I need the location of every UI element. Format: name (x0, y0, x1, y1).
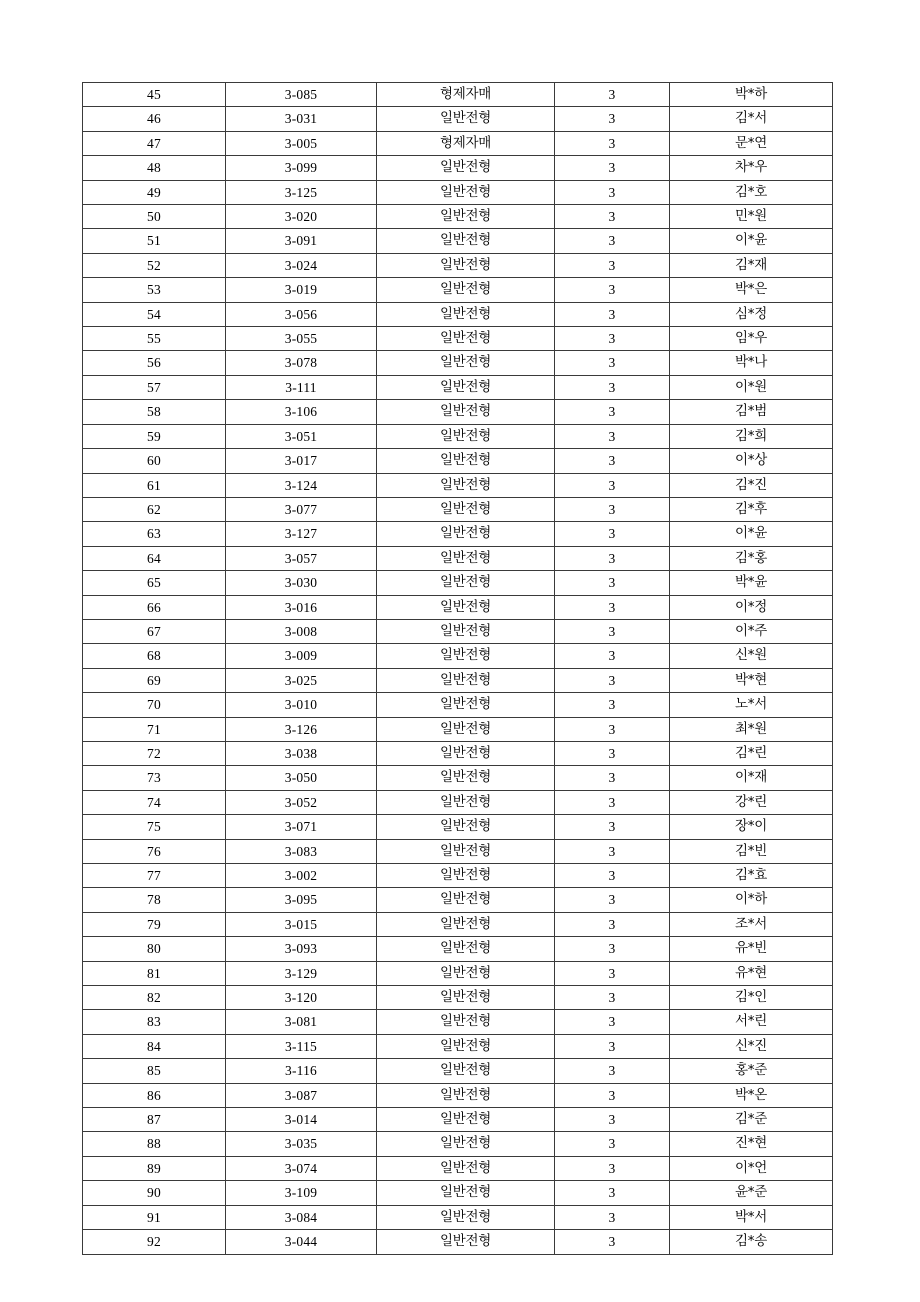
cell-applicant-id: 3-050 (226, 766, 377, 790)
cell-sequence-number: 46 (83, 107, 226, 131)
table-row (83, 1132, 833, 1156)
cell-admission-type: 일반전형 (377, 180, 555, 204)
cell-grade: 3 (555, 815, 670, 839)
cell-admission-type: 일반전형 (377, 668, 555, 692)
cell-grade: 3 (555, 790, 670, 814)
cell-grade: 3 (555, 741, 670, 765)
cell-masked-name: 심*정 (670, 302, 833, 326)
cell-admission-type: 일반전형 (377, 253, 555, 277)
table-row (83, 205, 833, 229)
table-row (83, 815, 833, 839)
cell-grade: 3 (555, 83, 670, 107)
cell-applicant-id: 3-014 (226, 1108, 377, 1132)
table-row (83, 351, 833, 375)
cell-grade: 3 (555, 522, 670, 546)
cell-masked-name: 김*홍 (670, 546, 833, 570)
cell-grade: 3 (555, 253, 670, 277)
cell-masked-name: 이*원 (670, 375, 833, 399)
cell-admission-type: 일반전형 (377, 400, 555, 424)
cell-sequence-number: 66 (83, 595, 226, 619)
cell-sequence-number: 71 (83, 717, 226, 741)
cell-admission-type: 일반전형 (377, 1230, 555, 1254)
cell-sequence-number: 85 (83, 1059, 226, 1083)
cell-grade: 3 (555, 961, 670, 985)
cell-admission-type: 일반전형 (377, 571, 555, 595)
cell-applicant-id: 3-074 (226, 1156, 377, 1180)
cell-admission-type: 일반전형 (377, 1034, 555, 1058)
table-row (83, 1156, 833, 1180)
table-row (83, 278, 833, 302)
cell-grade: 3 (555, 1034, 670, 1058)
cell-admission-type: 일반전형 (377, 741, 555, 765)
cell-masked-name: 김*희 (670, 424, 833, 448)
cell-grade: 3 (555, 1230, 670, 1254)
cell-masked-name: 박*은 (670, 278, 833, 302)
cell-masked-name: 김*후 (670, 497, 833, 521)
cell-admission-type: 형제자매 (377, 83, 555, 107)
cell-masked-name: 유*빈 (670, 937, 833, 961)
cell-sequence-number: 80 (83, 937, 226, 961)
cell-admission-type: 일반전형 (377, 766, 555, 790)
cell-applicant-id: 3-084 (226, 1205, 377, 1229)
cell-applicant-id: 3-078 (226, 351, 377, 375)
cell-grade: 3 (555, 424, 670, 448)
cell-applicant-id: 3-024 (226, 253, 377, 277)
cell-applicant-id: 3-002 (226, 864, 377, 888)
cell-grade: 3 (555, 571, 670, 595)
table-row (83, 1108, 833, 1132)
cell-masked-name: 김*효 (670, 864, 833, 888)
cell-admission-type: 일반전형 (377, 1083, 555, 1107)
cell-grade: 3 (555, 839, 670, 863)
cell-admission-type: 형제자매 (377, 131, 555, 155)
cell-grade: 3 (555, 131, 670, 155)
table-row (83, 253, 833, 277)
cell-applicant-id: 3-124 (226, 473, 377, 497)
cell-admission-type: 일반전형 (377, 302, 555, 326)
cell-grade: 3 (555, 156, 670, 180)
cell-grade: 3 (555, 912, 670, 936)
cell-sequence-number: 51 (83, 229, 226, 253)
cell-grade: 3 (555, 375, 670, 399)
cell-grade: 3 (555, 644, 670, 668)
table-row (83, 131, 833, 155)
cell-masked-name: 김*재 (670, 253, 833, 277)
cell-grade: 3 (555, 717, 670, 741)
cell-sequence-number: 68 (83, 644, 226, 668)
cell-applicant-id: 3-126 (226, 717, 377, 741)
cell-sequence-number: 59 (83, 424, 226, 448)
cell-admission-type: 일반전형 (377, 693, 555, 717)
cell-grade: 3 (555, 327, 670, 351)
table-row (83, 400, 833, 424)
cell-applicant-id: 3-030 (226, 571, 377, 595)
cell-admission-type: 일반전형 (377, 473, 555, 497)
cell-grade: 3 (555, 546, 670, 570)
cell-applicant-id: 3-091 (226, 229, 377, 253)
cell-sequence-number: 47 (83, 131, 226, 155)
cell-sequence-number: 65 (83, 571, 226, 595)
cell-admission-type: 일반전형 (377, 1156, 555, 1180)
cell-grade: 3 (555, 1010, 670, 1034)
table-row (83, 619, 833, 643)
table-row (83, 1034, 833, 1058)
cell-applicant-id: 3-129 (226, 961, 377, 985)
table-row (83, 424, 833, 448)
cell-admission-type: 일반전형 (377, 937, 555, 961)
cell-applicant-id: 3-005 (226, 131, 377, 155)
table-row (83, 473, 833, 497)
cell-admission-type: 일반전형 (377, 839, 555, 863)
cell-grade: 3 (555, 400, 670, 424)
cell-masked-name: 박*하 (670, 83, 833, 107)
cell-masked-name: 이*정 (670, 595, 833, 619)
cell-grade: 3 (555, 1181, 670, 1205)
table-row (83, 449, 833, 473)
cell-masked-name: 이*하 (670, 888, 833, 912)
cell-admission-type: 일반전형 (377, 351, 555, 375)
cell-sequence-number: 91 (83, 1205, 226, 1229)
cell-sequence-number: 48 (83, 156, 226, 180)
cell-applicant-id: 3-099 (226, 156, 377, 180)
cell-applicant-id: 3-009 (226, 644, 377, 668)
cell-applicant-id: 3-095 (226, 888, 377, 912)
cell-sequence-number: 75 (83, 815, 226, 839)
table-row (83, 229, 833, 253)
cell-masked-name: 김*서 (670, 107, 833, 131)
table-row (83, 1181, 833, 1205)
cell-masked-name: 차*우 (670, 156, 833, 180)
roster-table (82, 82, 833, 1255)
cell-masked-name: 유*현 (670, 961, 833, 985)
cell-sequence-number: 56 (83, 351, 226, 375)
cell-admission-type: 일반전형 (377, 156, 555, 180)
cell-masked-name: 이*주 (670, 619, 833, 643)
cell-sequence-number: 82 (83, 986, 226, 1010)
cell-sequence-number: 83 (83, 1010, 226, 1034)
table-row (83, 546, 833, 570)
cell-sequence-number: 53 (83, 278, 226, 302)
cell-masked-name: 최*원 (670, 717, 833, 741)
cell-grade: 3 (555, 449, 670, 473)
cell-admission-type: 일반전형 (377, 107, 555, 131)
table-row (83, 937, 833, 961)
cell-grade: 3 (555, 1156, 670, 1180)
table-row (83, 302, 833, 326)
cell-grade: 3 (555, 180, 670, 204)
cell-grade: 3 (555, 693, 670, 717)
table-row (83, 327, 833, 351)
cell-admission-type: 일반전형 (377, 278, 555, 302)
cell-masked-name: 김*진 (670, 473, 833, 497)
cell-sequence-number: 67 (83, 619, 226, 643)
table-row (83, 839, 833, 863)
cell-sequence-number: 87 (83, 1108, 226, 1132)
cell-masked-name: 윤*준 (670, 1181, 833, 1205)
cell-applicant-id: 3-056 (226, 302, 377, 326)
cell-applicant-id: 3-019 (226, 278, 377, 302)
cell-grade: 3 (555, 1083, 670, 1107)
cell-admission-type: 일반전형 (377, 424, 555, 448)
cell-applicant-id: 3-051 (226, 424, 377, 448)
cell-masked-name: 이*윤 (670, 229, 833, 253)
cell-sequence-number: 89 (83, 1156, 226, 1180)
cell-admission-type: 일반전형 (377, 595, 555, 619)
cell-grade: 3 (555, 107, 670, 131)
cell-sequence-number: 78 (83, 888, 226, 912)
cell-masked-name: 김*범 (670, 400, 833, 424)
cell-grade: 3 (555, 888, 670, 912)
cell-applicant-id: 3-120 (226, 986, 377, 1010)
cell-masked-name: 박*현 (670, 668, 833, 692)
cell-admission-type: 일반전형 (377, 961, 555, 985)
cell-sequence-number: 76 (83, 839, 226, 863)
cell-masked-name: 김*준 (670, 1108, 833, 1132)
cell-applicant-id: 3-035 (226, 1132, 377, 1156)
cell-admission-type: 일반전형 (377, 449, 555, 473)
cell-sequence-number: 69 (83, 668, 226, 692)
cell-admission-type: 일반전형 (377, 790, 555, 814)
cell-applicant-id: 3-127 (226, 522, 377, 546)
cell-admission-type: 일반전형 (377, 1108, 555, 1132)
cell-applicant-id: 3-025 (226, 668, 377, 692)
table-row (83, 595, 833, 619)
cell-sequence-number: 63 (83, 522, 226, 546)
cell-admission-type: 일반전형 (377, 815, 555, 839)
cell-admission-type: 일반전형 (377, 1205, 555, 1229)
cell-admission-type: 일반전형 (377, 229, 555, 253)
table-row (83, 375, 833, 399)
cell-applicant-id: 3-015 (226, 912, 377, 936)
cell-sequence-number: 58 (83, 400, 226, 424)
cell-grade: 3 (555, 351, 670, 375)
cell-applicant-id: 3-093 (226, 937, 377, 961)
cell-grade: 3 (555, 986, 670, 1010)
cell-grade: 3 (555, 1205, 670, 1229)
table-row (83, 790, 833, 814)
table-row (83, 107, 833, 131)
table-row (83, 961, 833, 985)
cell-sequence-number: 77 (83, 864, 226, 888)
cell-sequence-number: 64 (83, 546, 226, 570)
table-row (83, 912, 833, 936)
cell-applicant-id: 3-083 (226, 839, 377, 863)
cell-grade: 3 (555, 668, 670, 692)
table-row (83, 1230, 833, 1254)
cell-grade: 3 (555, 937, 670, 961)
cell-sequence-number: 72 (83, 741, 226, 765)
cell-admission-type: 일반전형 (377, 497, 555, 521)
cell-masked-name: 임*우 (670, 327, 833, 351)
cell-masked-name: 김*린 (670, 741, 833, 765)
cell-grade: 3 (555, 766, 670, 790)
table-row (83, 1010, 833, 1034)
cell-admission-type: 일반전형 (377, 986, 555, 1010)
cell-sequence-number: 49 (83, 180, 226, 204)
cell-sequence-number: 60 (83, 449, 226, 473)
cell-masked-name: 진*현 (670, 1132, 833, 1156)
cell-masked-name: 이*윤 (670, 522, 833, 546)
cell-masked-name: 홍*준 (670, 1059, 833, 1083)
cell-applicant-id: 3-057 (226, 546, 377, 570)
cell-applicant-id: 3-038 (226, 741, 377, 765)
table-row (83, 1083, 833, 1107)
table-row (83, 864, 833, 888)
cell-sequence-number: 84 (83, 1034, 226, 1058)
cell-applicant-id: 3-010 (226, 693, 377, 717)
cell-sequence-number: 57 (83, 375, 226, 399)
cell-applicant-id: 3-031 (226, 107, 377, 131)
cell-masked-name: 김*호 (670, 180, 833, 204)
cell-grade: 3 (555, 473, 670, 497)
cell-masked-name: 박*나 (670, 351, 833, 375)
cell-sequence-number: 73 (83, 766, 226, 790)
cell-masked-name: 김*빈 (670, 839, 833, 863)
table-row (83, 693, 833, 717)
cell-applicant-id: 3-085 (226, 83, 377, 107)
cell-grade: 3 (555, 1108, 670, 1132)
cell-masked-name: 신*진 (670, 1034, 833, 1058)
cell-applicant-id: 3-055 (226, 327, 377, 351)
table-row (83, 1205, 833, 1229)
cell-grade: 3 (555, 229, 670, 253)
cell-sequence-number: 52 (83, 253, 226, 277)
table-row (83, 83, 833, 107)
cell-applicant-id: 3-071 (226, 815, 377, 839)
cell-applicant-id: 3-115 (226, 1034, 377, 1058)
cell-sequence-number: 79 (83, 912, 226, 936)
cell-masked-name: 박*온 (670, 1083, 833, 1107)
cell-masked-name: 문*연 (670, 131, 833, 155)
cell-grade: 3 (555, 1132, 670, 1156)
cell-admission-type: 일반전형 (377, 619, 555, 643)
table-row (83, 888, 833, 912)
cell-sequence-number: 55 (83, 327, 226, 351)
cell-admission-type: 일반전형 (377, 1181, 555, 1205)
cell-admission-type: 일반전형 (377, 1010, 555, 1034)
cell-grade: 3 (555, 205, 670, 229)
cell-masked-name: 이*언 (670, 1156, 833, 1180)
cell-grade: 3 (555, 595, 670, 619)
roster-table-body (83, 83, 833, 1255)
cell-applicant-id: 3-044 (226, 1230, 377, 1254)
cell-masked-name: 신*원 (670, 644, 833, 668)
cell-applicant-id: 3-020 (226, 205, 377, 229)
table-row (83, 986, 833, 1010)
cell-sequence-number: 74 (83, 790, 226, 814)
cell-admission-type: 일반전형 (377, 546, 555, 570)
cell-applicant-id: 3-111 (226, 375, 377, 399)
cell-sequence-number: 86 (83, 1083, 226, 1107)
cell-masked-name: 강*린 (670, 790, 833, 814)
cell-masked-name: 이*재 (670, 766, 833, 790)
cell-admission-type: 일반전형 (377, 864, 555, 888)
cell-admission-type: 일반전형 (377, 375, 555, 399)
cell-applicant-id: 3-016 (226, 595, 377, 619)
cell-applicant-id: 3-081 (226, 1010, 377, 1034)
cell-applicant-id: 3-077 (226, 497, 377, 521)
table-row (83, 497, 833, 521)
table-row (83, 522, 833, 546)
cell-grade: 3 (555, 864, 670, 888)
cell-applicant-id: 3-052 (226, 790, 377, 814)
cell-sequence-number: 92 (83, 1230, 226, 1254)
cell-grade: 3 (555, 278, 670, 302)
cell-grade: 3 (555, 302, 670, 326)
cell-sequence-number: 90 (83, 1181, 226, 1205)
cell-admission-type: 일반전형 (377, 912, 555, 936)
table-row (83, 156, 833, 180)
cell-masked-name: 조*서 (670, 912, 833, 936)
cell-applicant-id: 3-008 (226, 619, 377, 643)
cell-sequence-number: 45 (83, 83, 226, 107)
cell-sequence-number: 70 (83, 693, 226, 717)
cell-admission-type: 일반전형 (377, 205, 555, 229)
cell-applicant-id: 3-109 (226, 1181, 377, 1205)
cell-admission-type: 일반전형 (377, 644, 555, 668)
cell-admission-type: 일반전형 (377, 1059, 555, 1083)
cell-sequence-number: 54 (83, 302, 226, 326)
cell-admission-type: 일반전형 (377, 717, 555, 741)
cell-grade: 3 (555, 1059, 670, 1083)
cell-grade: 3 (555, 619, 670, 643)
cell-admission-type: 일반전형 (377, 1132, 555, 1156)
cell-masked-name: 박*윤 (670, 571, 833, 595)
cell-applicant-id: 3-106 (226, 400, 377, 424)
table-row (83, 766, 833, 790)
cell-masked-name: 김*인 (670, 986, 833, 1010)
cell-sequence-number: 62 (83, 497, 226, 521)
cell-sequence-number: 81 (83, 961, 226, 985)
cell-admission-type: 일반전형 (377, 522, 555, 546)
table-row (83, 571, 833, 595)
table-row (83, 644, 833, 668)
cell-grade: 3 (555, 497, 670, 521)
cell-masked-name: 장*이 (670, 815, 833, 839)
cell-sequence-number: 50 (83, 205, 226, 229)
cell-applicant-id: 3-017 (226, 449, 377, 473)
table-row (83, 668, 833, 692)
cell-masked-name: 김*송 (670, 1230, 833, 1254)
cell-masked-name: 노*서 (670, 693, 833, 717)
cell-admission-type: 일반전형 (377, 888, 555, 912)
cell-applicant-id: 3-125 (226, 180, 377, 204)
table-row (83, 717, 833, 741)
cell-sequence-number: 61 (83, 473, 226, 497)
cell-masked-name: 서*린 (670, 1010, 833, 1034)
cell-masked-name: 박*서 (670, 1205, 833, 1229)
cell-admission-type: 일반전형 (377, 327, 555, 351)
table-row (83, 180, 833, 204)
cell-applicant-id: 3-116 (226, 1059, 377, 1083)
table-row (83, 741, 833, 765)
table-row (83, 1059, 833, 1083)
cell-masked-name: 이*상 (670, 449, 833, 473)
cell-sequence-number: 88 (83, 1132, 226, 1156)
cell-applicant-id: 3-087 (226, 1083, 377, 1107)
cell-masked-name: 민*원 (670, 205, 833, 229)
